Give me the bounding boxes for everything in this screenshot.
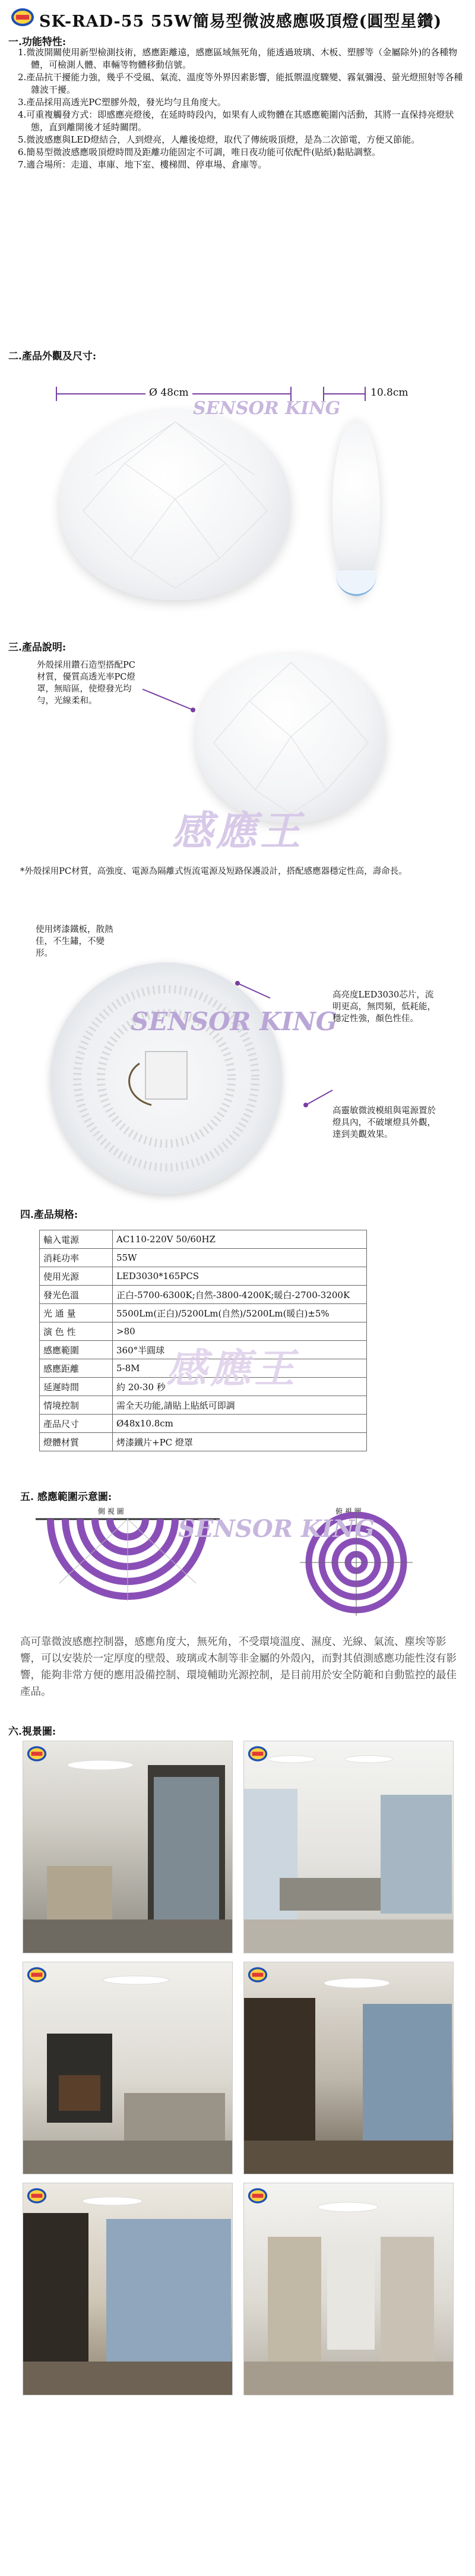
product-front-image	[59, 410, 291, 600]
table-row	[40, 1396, 367, 1415]
scene-photo-balcony	[23, 1741, 233, 1953]
spec-key: 發光色溫	[40, 1286, 113, 1304]
feature-item: 3.產品採用高透光PC塑膠外殼，發光均勻且角度大。	[18, 97, 226, 108]
spec-key: 產品尺寸	[40, 1415, 113, 1433]
feature-item: 1.微波開關使用新型檢測技術，感應距離遠，感應區域無死角，能透過玻璃、木板、塑膠等（金屬除外)的各種物體，可檢測人體、車輛等物體移動信號。	[18, 47, 458, 70]
spec-value: Ø48x10.8cm	[113, 1415, 367, 1433]
spec-value: 烤漆鐵片+PC 燈罩	[113, 1433, 367, 1451]
watermark-en: SENSOR KING	[193, 398, 341, 419]
scene-photo-hallway	[243, 2183, 454, 2395]
product-interior-image	[50, 962, 282, 1194]
brand-badge-icon	[27, 2187, 47, 2205]
spec-value: AC110-220V 50/60HZ	[113, 1230, 367, 1249]
table-row	[40, 1304, 367, 1322]
spec-value: LED3030*165PCS	[113, 1267, 367, 1286]
feature-list	[18, 46, 466, 171]
spec-key: 使用光源	[40, 1267, 113, 1286]
sensing-paragraph: 高可靠微波感應控制器，感應角度大，無死角，不受環境溫度、濕度、光線、氣流、塵埃等影響，可以安裝於一定厚度的壁殼、玻璃或木制等非金屬的外殼內，而對其偵測感應功能性沒有影響，能夠非常方便的應用設備控制、環境輔助光源控制，是目前用於安全防範和自動監控的最佳產品。	[20, 1636, 457, 1698]
scene-photo-fireplace	[23, 1962, 233, 2174]
spec-value: 約 20-30 秒	[113, 1378, 367, 1396]
section-sensing-heading: 五. 感應範圍示意圖:	[20, 1491, 112, 1503]
callout-led: 高亮度LED3030芯片，流明更高，無閃頻，低耗能，穩定性強，顏色性佳。	[332, 990, 436, 1024]
feature-item: 4.可重複觸發方式：即感應亮燈後，在延時時段內，如果有人或物體在其感應範圍內活動，其將一直保持亮燈狀態，直到離開後才延時關閉。	[18, 109, 454, 132]
callout-plate: 使用烤漆鐵板，散熱佳，不生鏽，不變形。	[36, 925, 113, 958]
spec-value: 5500Lm(正白)/5200Lm(自然)/5200Lm(暖白)±5%	[113, 1304, 367, 1322]
table-row	[40, 1267, 367, 1286]
callout-shell: 外殼採用鑽石造型搭配PC材質，優質高透光率PC燈罩，無暗區，使燈發光均勻，光線柔和。	[37, 661, 135, 706]
brand-badge-icon	[248, 1745, 268, 1763]
spec-key: 感應距離	[40, 1359, 113, 1378]
brand-badge-icon	[27, 1745, 47, 1763]
feature-item: 5.微波感應與LED燈結合，人到燈亮，人離後熄燈，取代了傳統吸頂燈，是為二次節電，方便又節能。	[18, 134, 420, 145]
watermark-en-3: SENSOR KING	[178, 1515, 375, 1543]
height-label: 10.8cm	[368, 387, 411, 399]
watermark-en-2: SENSOR KING	[131, 1007, 337, 1036]
spec-key: 延遲時間	[40, 1378, 113, 1396]
spec-value: 正白-5700-6300K;自然-3800-4200K;暖白-2700-3200K	[113, 1286, 367, 1304]
spec-key: 演 色 性	[40, 1322, 113, 1341]
top-view-label: 俯 視 圖	[335, 1507, 362, 1516]
table-row	[40, 1249, 367, 1267]
spec-value: 360°半圓球	[113, 1341, 367, 1359]
table-row	[40, 1286, 367, 1304]
product-angle-image	[196, 654, 386, 823]
spec-key: 燈體材質	[40, 1433, 113, 1451]
section-description-heading: 三.產品說明:	[8, 642, 66, 654]
scene-photo-terrace	[243, 1962, 454, 2174]
brand-badge-icon	[11, 7, 34, 27]
section-size-heading: 二.產品外觀及尺寸:	[8, 351, 97, 362]
spec-key: 光 通 量	[40, 1304, 113, 1322]
spec-key: 感應範圍	[40, 1341, 113, 1359]
scene-photo-living	[243, 1741, 454, 1953]
page-title: SK-RAD-55 55W簡易型微波感應吸頂燈(圓型星鑽)	[39, 12, 442, 31]
brand-badge-icon	[27, 1966, 47, 1984]
callout-sensor: 高靈敏微波模組與電源置於燈具內，不破壞燈具外觀，達到美觀效果。	[332, 1106, 436, 1139]
spec-value: >80	[113, 1322, 367, 1341]
spec-key: 輸入電源	[40, 1230, 113, 1249]
spec-value: 5-8M	[113, 1359, 367, 1378]
brand-badge-icon	[248, 2187, 268, 2205]
diameter-label: Ø 48cm	[145, 387, 192, 399]
section-features-heading: 一.功能特性:	[8, 36, 66, 48]
feature-item: 2.產品抗干擾能力強，幾乎不受風、氣流、溫度等外界因素影響，能抵禦溫度驟變、霧氣彌漫、螢光燈照射等各種雜波干擾。	[18, 72, 463, 95]
feature-item: 7.適合場所：走道、車庫、地下室、樓梯間、停車場、倉庫等。	[18, 159, 267, 170]
side-view-label: 側 視 圖	[98, 1507, 124, 1516]
feature-item: 6.簡易型微波感應吸頂燈時間及距離功能固定不可調，唯日夜功能可依配件(貼紙)黏貼調整。	[18, 147, 381, 157]
callout-material: *外殼採用PC材質，高強度、電源為隔離式恆流電源及短路保護設計，搭配感應器穩定性高，壽命長。	[20, 867, 407, 876]
table-row	[40, 1230, 367, 1249]
table-row	[40, 1433, 367, 1451]
table-row	[40, 1415, 367, 1433]
spec-value: 55W	[113, 1249, 367, 1267]
spec-key: 情境控制	[40, 1396, 113, 1415]
brand-badge-icon	[248, 1966, 268, 1984]
section-specs-heading: 四.產品規格:	[20, 1209, 78, 1221]
watermark-cn-2: 感應王	[166, 1345, 299, 1393]
watermark-cn: 感應王	[172, 807, 305, 855]
spec-value: 需全天功能,請貼上貼紙可即調	[113, 1396, 367, 1415]
section-scenes-heading: 六.視景圖:	[8, 1726, 56, 1738]
scene-photo-corridor	[23, 2183, 233, 2395]
spec-key: 消耗功率	[40, 1249, 113, 1267]
